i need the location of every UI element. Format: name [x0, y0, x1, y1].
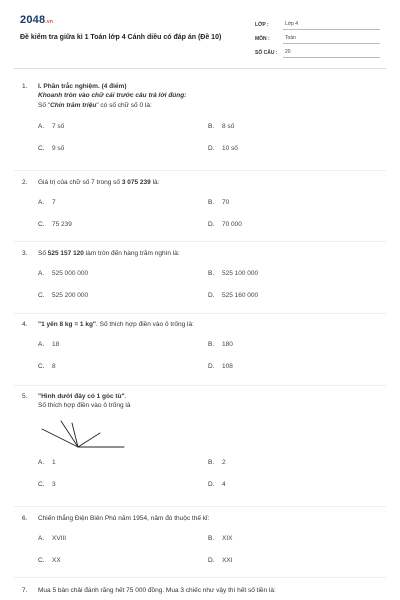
meta-class-value: Lớp 4: [283, 21, 380, 30]
option-text: XVIII: [52, 534, 67, 542]
question-number: 1.: [22, 83, 28, 90]
option-letter: A.: [38, 198, 45, 206]
option-letter: B.: [208, 122, 215, 130]
ray-line: [72, 423, 78, 447]
option-letter: A.: [38, 122, 45, 130]
question-separator: [14, 506, 386, 507]
angle-figure: [38, 419, 128, 449]
question-text-post: làm tròn đến hàng trăm nghìn là:: [83, 250, 180, 257]
option-c[interactable]: [38, 481, 208, 488]
question-text: [38, 320, 378, 329]
question-number: 4.: [22, 321, 28, 328]
question-3: [22, 249, 378, 306]
question-text-pre: Số: [38, 250, 48, 257]
meta-count-label: SỐ CÂU :: [255, 50, 278, 56]
meta-subject-label: MÔN :: [255, 36, 270, 42]
question-text: [38, 178, 378, 187]
option-c[interactable]: [38, 557, 208, 564]
question-text-pre: Giá trị của chữ số 7 trong số: [38, 179, 122, 186]
meta-class-row: [255, 16, 380, 30]
option-text: 70 000: [222, 220, 242, 228]
option-text: 7: [52, 198, 56, 206]
document-meta: [255, 16, 380, 58]
question-separator: [14, 241, 386, 242]
question-5: [22, 392, 378, 495]
question-number: 2.: [22, 179, 28, 186]
option-text: XXI: [222, 556, 233, 564]
meta-class-label: LỚP :: [255, 22, 269, 28]
option-letter: C.: [38, 362, 45, 370]
question-text: [38, 249, 378, 258]
meta-subject-value: Toán: [283, 35, 380, 44]
option-text: 525 100 000: [222, 269, 259, 277]
answer-options: [38, 262, 378, 306]
option-a[interactable]: [38, 199, 208, 206]
option-text: 525 000 000: [52, 269, 89, 277]
option-text: 525 160 000: [222, 291, 259, 299]
option-letter: D.: [208, 144, 215, 152]
section-title: I. Phần trắc nghiệm. (4 điểm): [38, 83, 127, 90]
option-letter: B.: [208, 269, 215, 277]
question-number: 6.: [22, 515, 28, 522]
question-subline: Số thích hợp điền vào ô trống là: [38, 402, 131, 409]
option-text: 8 số: [222, 122, 235, 130]
option-a[interactable]: [38, 123, 208, 130]
question-1-heading: [22, 82, 378, 91]
question-number: 3.: [22, 250, 28, 257]
option-letter: D.: [208, 220, 215, 228]
option-letter: D.: [208, 480, 215, 488]
answer-options: [38, 333, 378, 377]
option-d[interactable]: [208, 292, 378, 299]
option-text: 108: [222, 362, 233, 370]
option-c[interactable]: [38, 363, 208, 370]
option-c[interactable]: [38, 221, 208, 228]
option-b[interactable]: [208, 341, 378, 348]
option-letter: C.: [38, 291, 45, 299]
question-text-bold: "1 yến 8 kg = 1 kg": [38, 321, 97, 328]
logo-suffix-text: .vn: [45, 19, 54, 25]
answer-options: [38, 191, 378, 235]
option-letter: C.: [38, 144, 45, 152]
question-6-heading: [22, 514, 378, 523]
question-7: [22, 586, 378, 595]
option-a[interactable]: [38, 341, 208, 348]
option-letter: B.: [208, 340, 215, 348]
site-logo[interactable]: [20, 14, 53, 26]
option-c[interactable]: [38, 292, 208, 299]
question-7-heading: [22, 586, 378, 595]
question-number: 5.: [22, 393, 28, 400]
question-separator: [14, 313, 386, 314]
question-6: [22, 514, 378, 571]
option-letter: C.: [38, 556, 45, 564]
option-letter: C.: [38, 480, 45, 488]
option-d[interactable]: [208, 221, 378, 228]
question-4: [22, 320, 378, 377]
option-d[interactable]: [208, 557, 378, 564]
option-b[interactable]: [208, 270, 378, 277]
meta-count-value: 20: [283, 49, 380, 58]
answer-options: [38, 115, 378, 159]
question-text-bold: 525 157 120: [47, 250, 84, 257]
option-d[interactable]: [208, 363, 378, 370]
question-text: [38, 101, 378, 111]
option-text: 70: [222, 198, 230, 206]
option-text: 2: [222, 458, 226, 466]
option-letter: A.: [38, 340, 45, 348]
option-text: XIX: [222, 534, 233, 542]
option-letter: A.: [38, 458, 45, 466]
option-text: 4: [222, 480, 226, 488]
question-text-pre: Số ": [38, 102, 51, 109]
question-separator: [14, 577, 386, 578]
option-a[interactable]: [38, 459, 208, 466]
question-separator: [14, 170, 386, 171]
option-text: 9 số: [52, 144, 65, 152]
option-text: 3: [52, 480, 56, 488]
option-text: 7 số: [52, 122, 65, 130]
option-text: 180: [222, 340, 233, 348]
question-text: Mua 5 bàn chải đánh răng hết 75 000 đồng. Mua 3 chiếc như vậy thì hết số tiền là:: [38, 587, 276, 594]
document-header: [20, 12, 380, 62]
question-1: [22, 82, 378, 159]
option-letter: A.: [38, 534, 45, 542]
question-5-heading: [22, 392, 378, 401]
option-letter: D.: [208, 291, 215, 299]
header-divider: [14, 68, 386, 69]
meta-count-row: [255, 44, 380, 58]
question-text-post: .: [124, 393, 127, 400]
option-text: 18: [52, 340, 60, 348]
question-3-heading: [22, 249, 378, 258]
option-a[interactable]: [38, 535, 208, 542]
option-c[interactable]: [38, 145, 208, 152]
option-text: 1: [52, 458, 56, 466]
question-text-bold: "Hình dưới đây có 1 góc tù": [38, 393, 125, 400]
logo-main-text: 2048: [20, 14, 46, 26]
option-a[interactable]: [38, 270, 208, 277]
option-letter: D.: [208, 556, 215, 564]
document-title: Đề kiểm tra giữa kì 1 Toán lớp 4 Cánh diều có đáp án (Đề 10): [20, 34, 222, 41]
question-text: Chiến thắng Điện Biên Phủ năm 1954, năm đó thuộc thế kỉ:: [38, 515, 210, 522]
question-separator: [14, 385, 386, 386]
question-number: 7.: [22, 587, 28, 594]
option-d[interactable]: [208, 145, 378, 152]
question-text: [38, 392, 378, 401]
option-b[interactable]: [208, 535, 378, 542]
question-4-heading: [22, 320, 378, 329]
option-text: 8: [52, 362, 56, 370]
answer-options: [38, 451, 378, 495]
option-letter: B.: [208, 458, 215, 466]
ray-line: [78, 433, 100, 447]
option-b[interactable]: [208, 123, 378, 130]
question-2: [22, 178, 378, 235]
option-text: 75 239: [52, 220, 72, 228]
option-b[interactable]: [208, 459, 378, 466]
question-text-post: là:: [150, 179, 160, 186]
option-text: 10 số: [222, 144, 238, 152]
answer-options: [38, 527, 378, 571]
option-letter: B.: [208, 534, 215, 542]
option-text: 525 200 000: [52, 291, 89, 299]
question-text-bold: 3 075 239: [121, 179, 151, 186]
question-text-post: " có số chữ số 0 là:: [96, 102, 152, 109]
section-instruction: Khoanh tròn vào chữ cái trước câu trả lời đúng:: [38, 92, 187, 99]
meta-subject-row: [255, 30, 380, 44]
option-d[interactable]: [208, 481, 378, 488]
option-letter: B.: [208, 198, 215, 206]
option-letter: C.: [38, 220, 45, 228]
option-letter: A.: [38, 269, 45, 277]
question-text-post: . Số thích hợp điền vào ô trống là:: [96, 321, 194, 328]
question-text-bold: Chín trăm triệu: [50, 102, 97, 109]
option-letter: D.: [208, 362, 215, 370]
option-text: XX: [52, 556, 61, 564]
question-2-heading: [22, 178, 378, 187]
option-b[interactable]: [208, 199, 378, 206]
